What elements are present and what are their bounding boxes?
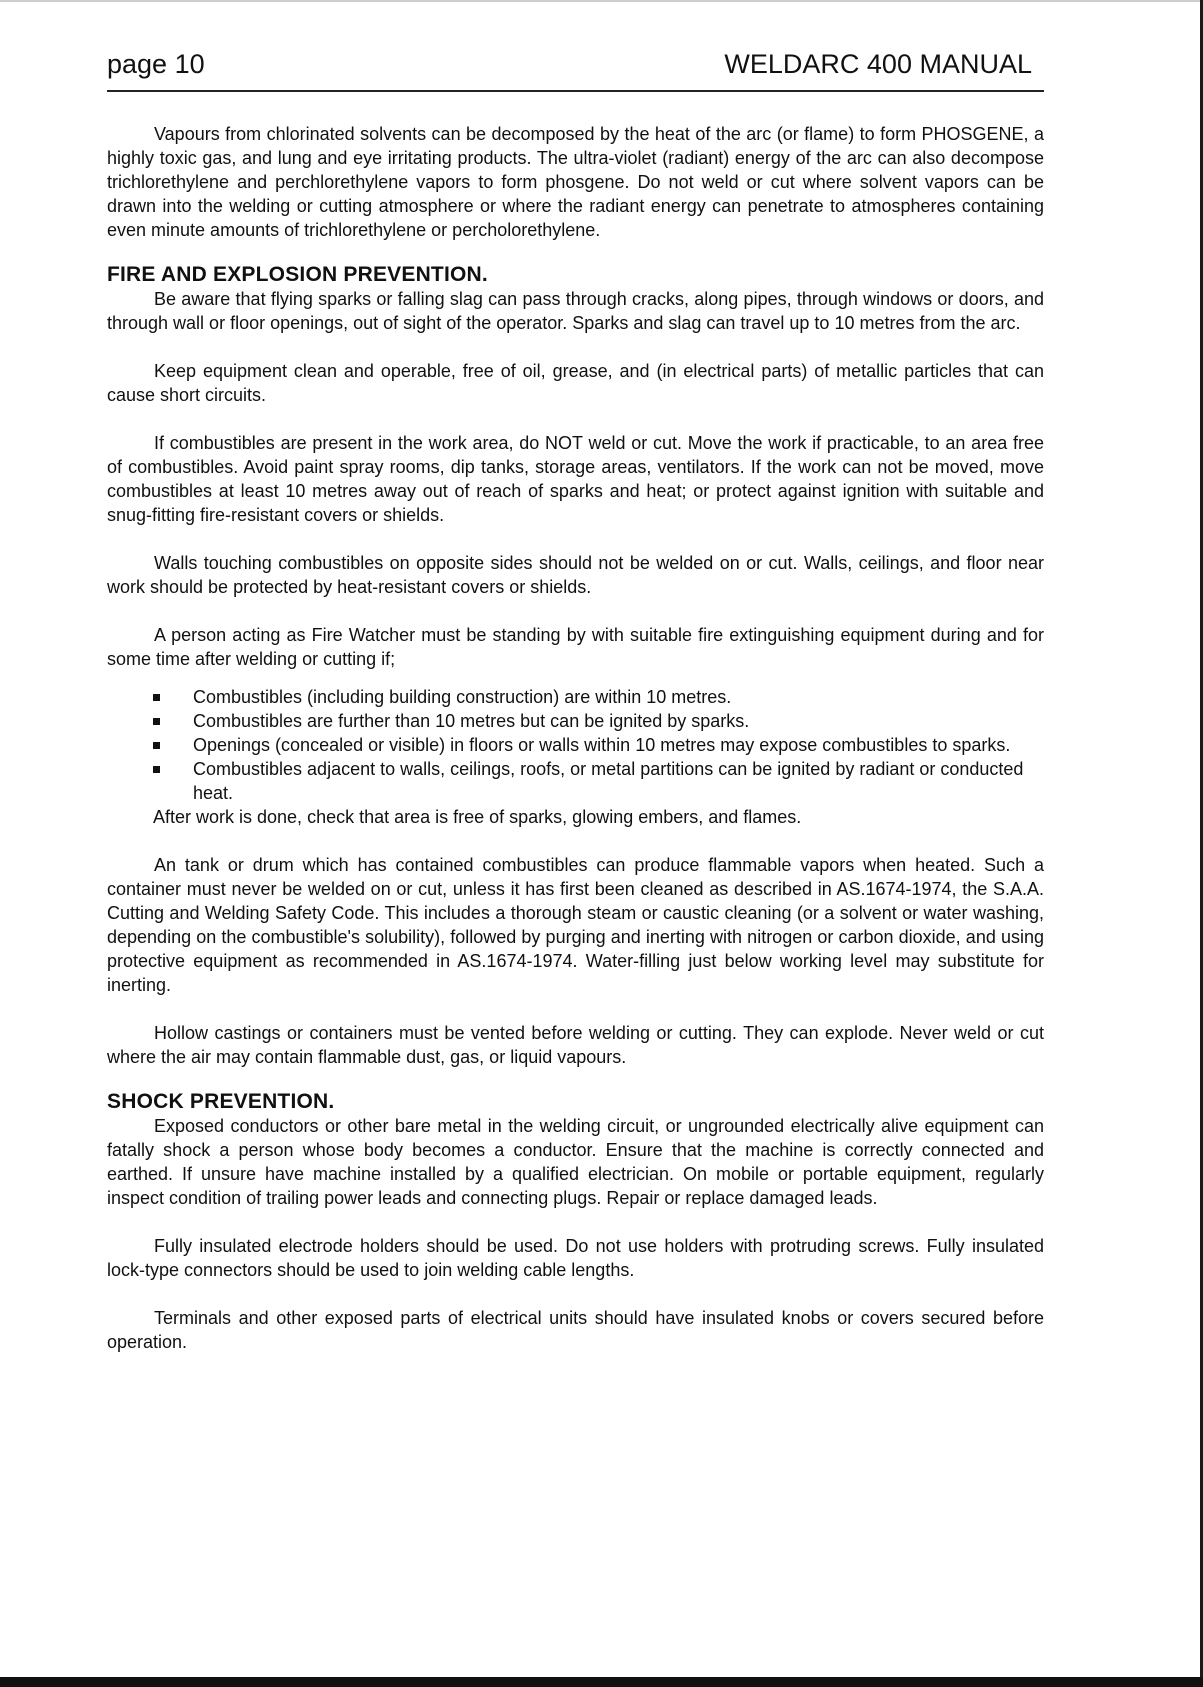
square-bullet-icon [153, 718, 160, 725]
square-bullet-icon [153, 694, 160, 701]
fire-clean-equipment-paragraph: Keep equipment clean and operable, free of oil, grease, and (in electrical parts) of metallic particles that can cause short circuits. [107, 361, 1044, 405]
manual-page [107, 48, 1044, 1354]
page-header [107, 48, 1044, 92]
shock-terminals-paragraph: Terminals and other exposed parts of electrical units should have insulated knobs or covers secured before operation. [107, 1308, 1044, 1352]
fire-tank-drum-paragraph: An tank or drum which has contained combustibles can produce flammable vapors when heated. Such a container must never be welded on or cut, unless it has first been cleaned as described in AS.1674-1974, the S.A.A. Cutting and Welding Safety Code. This includes a thorough steam or caustic cleaning (or a solvent or water washing, depending on the combustible's solubility), followed by purging and inerting with nitrogen or carbon dioxide, and using protective equipment as recommended in AS.1674-1974. Water-filling just below working level may substitute for inerting. [107, 855, 1044, 995]
scan-edge-bottom [0, 1677, 1203, 1687]
list-item [107, 733, 1044, 757]
manual-title: WELDARC 400 MANUAL [724, 49, 1032, 79]
list-item-text: Combustibles adjacent to walls, ceilings, roofs, or metal partitions can be ignited by radiant or conducted heat. [193, 759, 1024, 803]
list-item [107, 709, 1044, 733]
fire-sparks-paragraph: Be aware that flying sparks or falling slag can pass through cracks, along pipes, through windows or doors, and through wall or floor openings, out of sight of the operator. Sparks and slag can travel up to 10 metres from the arc. [107, 289, 1044, 333]
fire-walls-paragraph: Walls touching combustibles on opposite sides should not be welded on or cut. Walls, ceilings, and floor near work should be protected by heat-resistant covers or shields. [107, 553, 1044, 597]
shock-holders-paragraph: Fully insulated electrode holders should be used. Do not use holders with protruding screws. Fully insulated lock-type connectors should be used to join welding cable lengths. [107, 1236, 1044, 1280]
scan-edge-top [0, 0, 1203, 2]
fire-section-heading: FIRE AND EXPLOSION PREVENTION. [107, 263, 488, 286]
fire-watcher-paragraph: A person acting as Fire Watcher must be standing by with suitable fire extinguishing equipment during and for some time after welding or cutting if; [107, 625, 1044, 669]
fire-combustibles-paragraph: If combustibles are present in the work area, do NOT weld or cut. Move the work if practicable, to an area free of combustibles. Avoid paint spray rooms, dip tanks, storage areas, ventilators. If the work can not be moved, move combustibles at least 10 metres away out of reach of sparks and heat; or protect against ignition with suitable and snug-fitting fire-resistant covers or shields. [107, 433, 1044, 525]
list-item-text: Combustibles are further than 10 metres but can be ignited by sparks. [193, 711, 750, 731]
square-bullet-icon [153, 766, 160, 773]
fire-hollow-castings-paragraph: Hollow castings or containers must be vented before welding or cutting. They can explode. Never weld or cut where the air may contain flammable dust, gas, or liquid vapours. [107, 1023, 1044, 1067]
after-work-note: After work is done, check that area is free of sparks, glowing embers, and flames. [153, 807, 802, 827]
list-item-text: Combustibles (including building construction) are within 10 metres. [193, 687, 732, 707]
list-item [107, 757, 1044, 805]
phosgene-paragraph: Vapours from chlorinated solvents can be decomposed by the heat of the arc (or flame) to form PHOSGENE, a highly toxic gas, and lung and eye irritating products. The ultra-violet (radiant) energy of the arc can also decompose trichlorethylene and perchlorethylene vapors to form phosgene. Do not weld or cut where solvent vapors can be drawn into the welding or cutting atmosphere or where the radiant energy can penetrate to atmospheres containing even minute amounts of trichlorethylene or percholorethylene. [107, 124, 1044, 240]
square-bullet-icon [153, 742, 160, 749]
list-item [107, 685, 1044, 709]
page-number: page 10 [107, 49, 205, 79]
list-item-text: Openings (concealed or visible) in floors or walls within 10 metres may expose combustibles to sparks. [193, 735, 1011, 755]
shock-conductors-paragraph: Exposed conductors or other bare metal in the welding circuit, or ungrounded electrically alive equipment can fatally shock a person whose body becomes a conductor. Ensure that the machine is correctly connected and earthed. If unsure have machine installed by a qualified electrician. On mobile or portable equipment, regularly inspect condition of trailing power leads and connecting plugs. Repair or replace damaged leads. [107, 1116, 1044, 1208]
fire-watcher-list [107, 685, 1044, 805]
shock-section-heading: SHOCK PREVENTION. [107, 1090, 335, 1113]
